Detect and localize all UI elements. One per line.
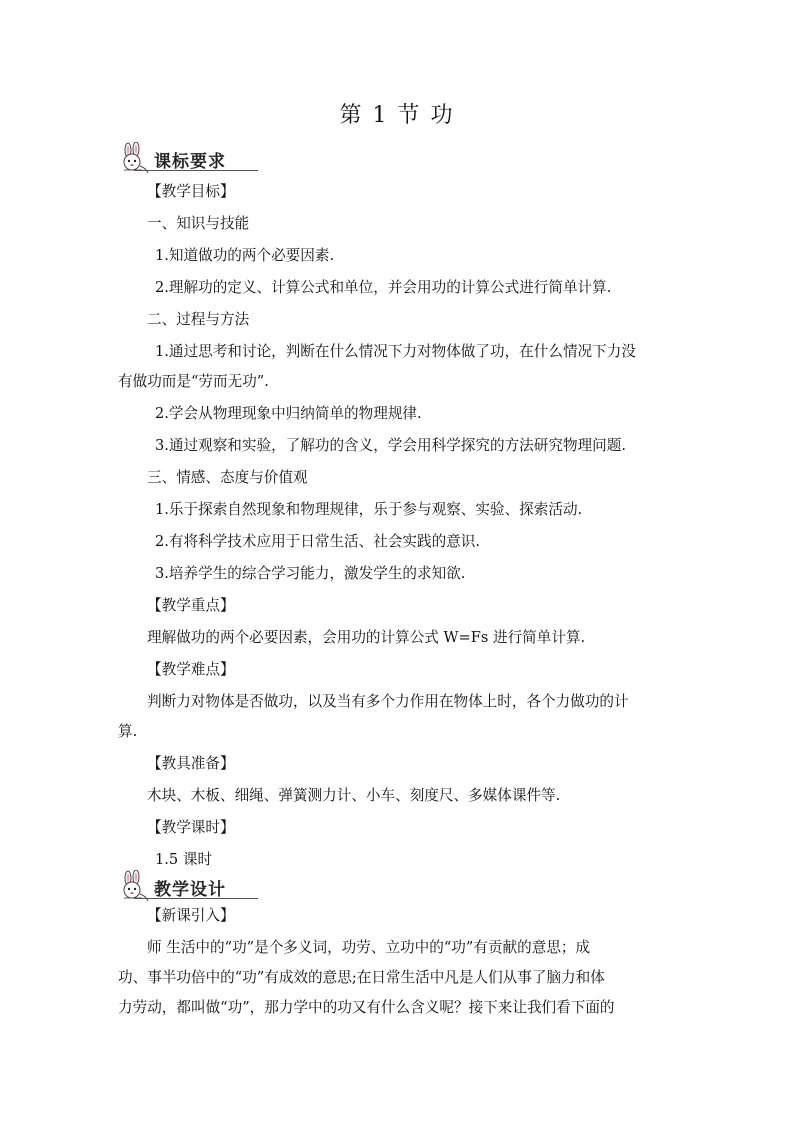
intro-header: 【新课引入】 xyxy=(147,907,235,924)
banner-underline xyxy=(134,170,258,171)
intro-line-1: 师 生活中的“功”是个多义词，功劳、立功中的“功”有贡献的意思；成 xyxy=(147,939,591,956)
difficulties-text-line-2: 算. xyxy=(118,723,138,740)
section-banner-design xyxy=(118,870,258,904)
attitude-item-1: 1.乐于探索自然现象和物理规律，乐于参与观察、实验、探索活动. xyxy=(155,501,583,518)
attitude-heading: 三、情感、态度与价值观 xyxy=(147,469,308,486)
section-heading-design: 教学设计 xyxy=(154,880,226,900)
process-item-1-line-2: 有做功而是“劳而无功”. xyxy=(118,373,269,390)
objectives-header: 【教学目标】 xyxy=(147,183,235,200)
section-heading-curriculum: 课标要求 xyxy=(154,152,226,172)
materials-text: 木块、木板、细绳、弹簧测力计、小车、刻度尺、多媒体课件等. xyxy=(147,787,561,804)
hours-text: 1.5 课时 xyxy=(155,851,213,868)
attitude-item-3: 3.培养学生的综合学习能力，激发学生的求知欲. xyxy=(155,565,466,582)
materials-header: 【教具准备】 xyxy=(147,755,235,772)
knowledge-item-2: 2.理解功的定义、计算公式和单位，并会用功的计算公式进行简单计算. xyxy=(155,279,612,296)
hours-header: 【教学课时】 xyxy=(147,819,235,836)
knowledge-item-1: 1.知道做功的两个必要因素. xyxy=(155,247,335,264)
section-banner-curriculum xyxy=(118,142,258,176)
key-points-header: 【教学重点】 xyxy=(147,597,235,614)
process-item-3: 3.通过观察和实验，了解功的含义，学会用科学探究的方法研究物理问题. xyxy=(155,437,626,454)
knowledge-heading: 一、知识与技能 xyxy=(147,215,250,232)
key-points-text: 理解做功的两个必要因素，会用功的计算公式 W=Fs 进行简单计算. xyxy=(147,629,586,646)
process-item-2: 2.学会从物理现象中归纳简单的物理规律. xyxy=(155,405,422,422)
page-title: 第 1 节 功 xyxy=(339,103,455,128)
difficulties-text-line-1: 判断力对物体是否做功，以及当有多个力作用在物体上时，各个力做功的计 xyxy=(147,693,629,710)
attitude-item-2: 2.有将科学技术应用于日常生活、社会实践的意识. xyxy=(155,533,481,550)
banner-underline xyxy=(134,898,258,899)
process-item-1-line-1: 1.通过思考和讨论，判断在什么情况下力对物体做了功，在什么情况下力没 xyxy=(155,343,636,360)
intro-line-3: 力劳动，都叫做“功”，那力学中的功又有什么含义呢？接下来让我们看下面的 xyxy=(118,999,615,1016)
difficulties-header: 【教学难点】 xyxy=(147,661,235,678)
process-heading: 二、过程与方法 xyxy=(147,311,250,328)
intro-line-2: 功、事半功倍中的“功”有成效的意思;在日常生活中凡是人们从事了脑力和体 xyxy=(118,969,605,986)
